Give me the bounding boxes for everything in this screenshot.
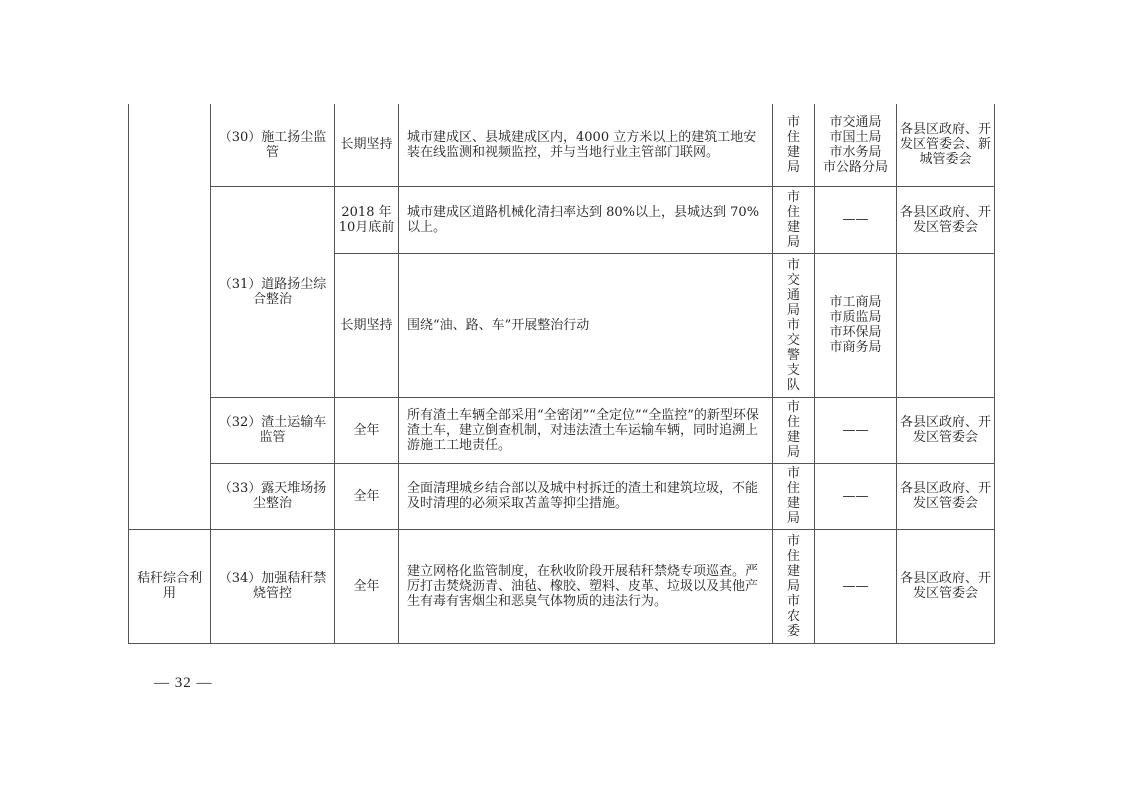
resp-unit-cell: 各县区政府、开发区管委会 bbox=[897, 397, 995, 463]
lead-dept-text: 市住建局 bbox=[787, 189, 801, 250]
lead-dept-cell bbox=[773, 253, 815, 397]
lead-dept-text: 市住建局市农委 bbox=[787, 533, 801, 639]
lead-dept-text: 市住建局 bbox=[787, 466, 801, 526]
content-cell: 城市建成区道路机械化清扫率达到 80%以上，县城达到 70%以上。 bbox=[399, 186, 773, 253]
coop-dept-cell: —— bbox=[815, 397, 897, 463]
resp-unit-cell bbox=[897, 253, 995, 397]
lead-dept-cell bbox=[773, 397, 815, 463]
time-cell: 长期坚持 bbox=[335, 104, 399, 186]
lead-dept-text: 市交通局市交警支队 bbox=[787, 257, 801, 393]
resp-unit-cell: 各县区政府、开发区管委会、新城管委会 bbox=[897, 104, 995, 186]
page-number: — 32 — bbox=[154, 675, 213, 691]
time-cell: 全年 bbox=[335, 463, 399, 529]
category-cell-dust bbox=[129, 104, 211, 529]
coop-dept-cell: —— bbox=[815, 529, 897, 643]
table-row bbox=[129, 397, 995, 463]
lead-dept-cell bbox=[773, 463, 815, 529]
table-row bbox=[129, 463, 995, 529]
category-cell: 秸秆综合利用 bbox=[129, 529, 211, 643]
lead-dept-text: 市住建局 bbox=[787, 400, 801, 460]
table-row bbox=[129, 104, 995, 186]
content-cell: 全面清理城乡结合部以及城中村拆迁的渣土和建筑垃圾，不能及时清理的必须采取苫盖等抑尘措施。 bbox=[399, 463, 773, 529]
item-cell: （30）施工扬尘监管 bbox=[211, 104, 335, 186]
coop-dept-cell: —— bbox=[815, 186, 897, 253]
time-cell: 2018 年10月底前 bbox=[335, 186, 399, 253]
content-cell: 所有渣土车辆全部采用“全密闭”“全定位”“全监控”的新型环保渣土车，建立倒查机制，对违法渣土车运输车辆，同时追溯上游施工工地责任。 bbox=[399, 397, 773, 463]
item-cell: （31）道路扬尘综合整治 bbox=[211, 186, 335, 397]
item-cell: （32）渣土运输车监管 bbox=[211, 397, 335, 463]
lead-dept-text: 市住建局 bbox=[787, 114, 801, 175]
time-cell: 长期坚持 bbox=[335, 253, 399, 397]
item-cell: （33）露天堆场扬尘整治 bbox=[211, 463, 335, 529]
resp-unit-cell: 各县区政府、开发区管委会 bbox=[897, 186, 995, 253]
table-row bbox=[129, 529, 995, 643]
resp-unit-cell: 各县区政府、开发区管委会 bbox=[897, 529, 995, 643]
content-cell: 城市建成区、县城建成区内，4000 立方米以上的建筑工地安装在线监测和视频监控，并与当地行业主管部门联网。 bbox=[399, 104, 773, 186]
item-cell: （34）加强秸秆禁烧管控 bbox=[211, 529, 335, 643]
coop-dept-cell: 市工商局 市质监局 市环保局 市商务局 bbox=[815, 253, 897, 397]
lead-dept-cell bbox=[773, 529, 815, 643]
resp-unit-cell: 各县区政府、开发区管委会 bbox=[897, 463, 995, 529]
content-cell: 围绕“油、路、车”开展整治行动 bbox=[399, 253, 773, 397]
coop-dept-cell: —— bbox=[815, 463, 897, 529]
lead-dept-cell bbox=[773, 186, 815, 253]
table-row bbox=[129, 186, 995, 253]
time-cell: 全年 bbox=[335, 529, 399, 643]
measures-table bbox=[128, 104, 995, 644]
content-cell: 建立网格化监管制度，在秋收阶段开展秸秆禁烧专项巡查。严厉打击焚烧沥青、油毡、橡胶、塑料、皮革、垃圾以及其他产生有毒有害烟尘和恶臭气体物质的违法行为。 bbox=[399, 529, 773, 643]
coop-dept-cell: 市交通局 市国土局 市水务局 市公路分局 bbox=[815, 104, 897, 186]
lead-dept-cell bbox=[773, 104, 815, 186]
time-cell: 全年 bbox=[335, 397, 399, 463]
